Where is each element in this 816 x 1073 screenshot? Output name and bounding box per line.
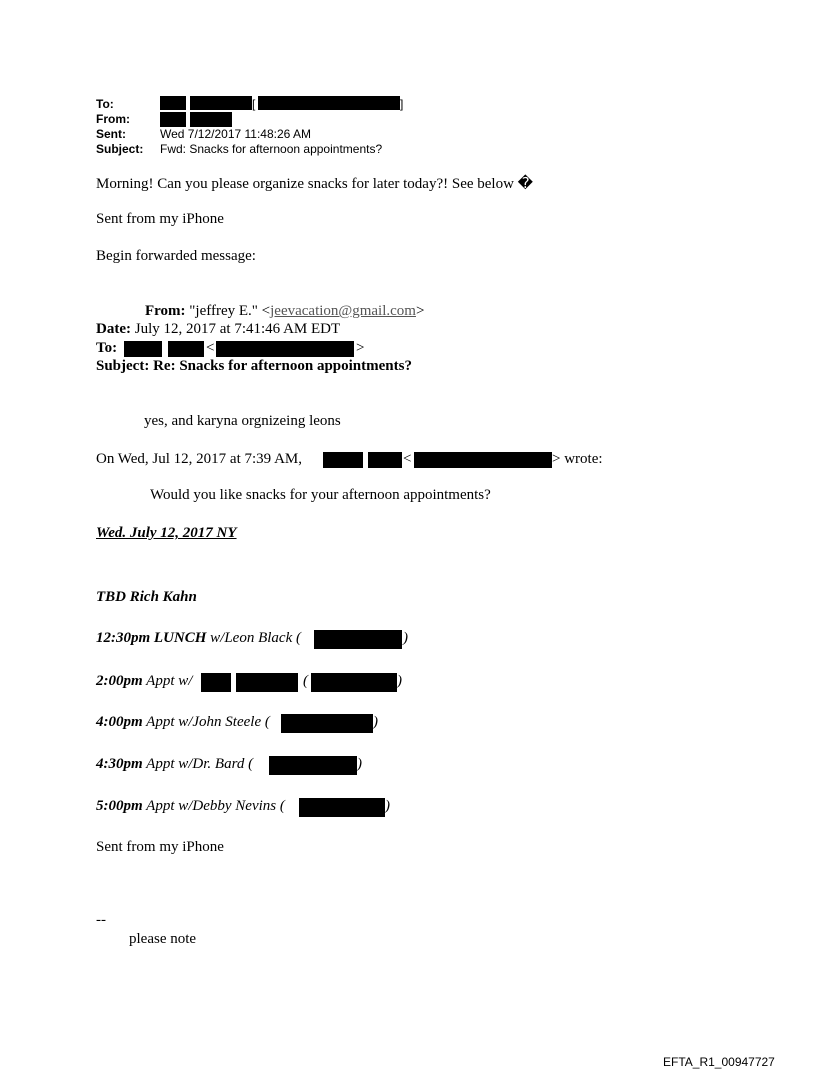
signature-dashes: -- — [96, 912, 106, 928]
schedule-tbd: TBD Rich Kahn — [96, 589, 197, 605]
fwd-subject-line — [96, 358, 412, 375]
schedule-time: 4:30pm — [96, 756, 143, 772]
sent-from-iphone-1: Sent from my iPhone — [96, 211, 224, 227]
header-subject-row — [96, 142, 496, 157]
schedule-item — [96, 798, 436, 818]
fwd-to-label: To: — [96, 340, 118, 356]
subject-value: Fwd: Snacks for afternoon appointments? — [160, 142, 383, 156]
from-label: From: — [96, 112, 130, 126]
fwd-from-close: > — [415, 303, 425, 319]
header-sent-row — [96, 127, 496, 142]
fwd-date-line — [96, 321, 340, 338]
schedule-desc: Appt w/ — [142, 673, 193, 689]
on-wed-line — [96, 451, 656, 469]
fwd-to-gt: > — [356, 340, 365, 356]
redaction — [190, 96, 252, 110]
redaction — [124, 341, 162, 357]
fwd-date-label: Date: — [96, 321, 131, 337]
redaction — [236, 673, 298, 692]
redaction — [281, 714, 373, 733]
schedule-close: ) — [373, 714, 378, 730]
fwd-to-lt: < — [206, 340, 215, 356]
schedule-desc: Appt w/John Steele ( — [142, 714, 270, 730]
body-line-1: Morning! Can you please organize snacks for later today?! See below � — [96, 176, 534, 192]
fwd-to-line — [96, 340, 396, 358]
redaction — [368, 452, 402, 468]
schedule-desc: w/Leon Black ( — [206, 630, 301, 646]
fwd-subject-label: Subject: — [96, 358, 150, 374]
redaction — [269, 756, 357, 775]
redaction — [168, 341, 204, 357]
question-text: Would you like snacks for your afternoon appointments? — [150, 487, 491, 503]
schedule-open: ( — [303, 673, 308, 689]
reply-text: yes, and karyna orgnizeing leons — [144, 413, 341, 429]
redaction — [414, 452, 552, 468]
redaction — [160, 112, 186, 127]
schedule-time: 4:00pm — [96, 714, 143, 730]
subject-label: Subject: — [96, 142, 144, 156]
fwd-from-label: From: — [145, 303, 186, 319]
schedule-item — [96, 630, 436, 650]
schedule-date-heading: Wed. July 12, 2017 NY — [96, 525, 237, 541]
document-id: EFTA_R1_00947727 — [663, 1055, 775, 1069]
schedule-item — [96, 756, 436, 776]
email-header — [96, 97, 496, 159]
to-bracket-close: ] — [400, 97, 404, 111]
redaction — [201, 673, 231, 692]
to-bracket-open: [ — [252, 97, 256, 111]
redaction — [311, 673, 397, 692]
schedule-close: ) — [403, 630, 408, 646]
fwd-from-line — [145, 303, 424, 320]
header-to-row — [96, 97, 496, 112]
redaction — [216, 341, 354, 357]
fwd-subject-value: Re: Snacks for afternoon appointments? — [153, 358, 412, 374]
fwd-from-name: "jeffrey E." < — [189, 303, 271, 319]
redaction — [323, 452, 363, 468]
schedule-item — [96, 714, 436, 734]
schedule-time: 2:00pm — [96, 673, 143, 689]
sent-label: Sent: — [96, 127, 126, 141]
redaction — [258, 96, 400, 110]
begin-forwarded: Begin forwarded message: — [96, 248, 256, 264]
to-label: To: — [96, 97, 114, 111]
header-from-row — [96, 112, 496, 127]
please-note: please note — [129, 931, 197, 947]
on-wed-wrote: > wrote: — [552, 451, 603, 467]
sent-from-iphone-2: Sent from my iPhone — [96, 839, 224, 855]
schedule-close: ) — [397, 673, 402, 689]
fwd-date-value: July 12, 2017 at 7:41:46 AM EDT — [134, 321, 341, 337]
schedule-desc: Appt w/Debby Nevins ( — [142, 798, 285, 814]
schedule-desc: Appt w/Dr. Bard ( — [142, 756, 254, 772]
redaction — [299, 798, 385, 817]
schedule-item — [96, 673, 436, 693]
redaction — [160, 96, 186, 110]
schedule-time: 12:30pm LUNCH — [96, 630, 207, 646]
schedule-close: ) — [385, 798, 390, 814]
sent-value: Wed 7/12/2017 11:48:26 AM — [160, 127, 312, 141]
redaction — [314, 630, 402, 649]
on-wed-text: On Wed, Jul 12, 2017 at 7:39 AM, — [96, 451, 303, 467]
schedule-time: 5:00pm — [96, 798, 143, 814]
redaction — [190, 112, 232, 127]
schedule-close: ) — [357, 756, 362, 772]
fwd-from-email-link[interactable]: jeevacation@gmail.com — [270, 303, 416, 319]
on-wed-lt: < — [403, 451, 412, 467]
